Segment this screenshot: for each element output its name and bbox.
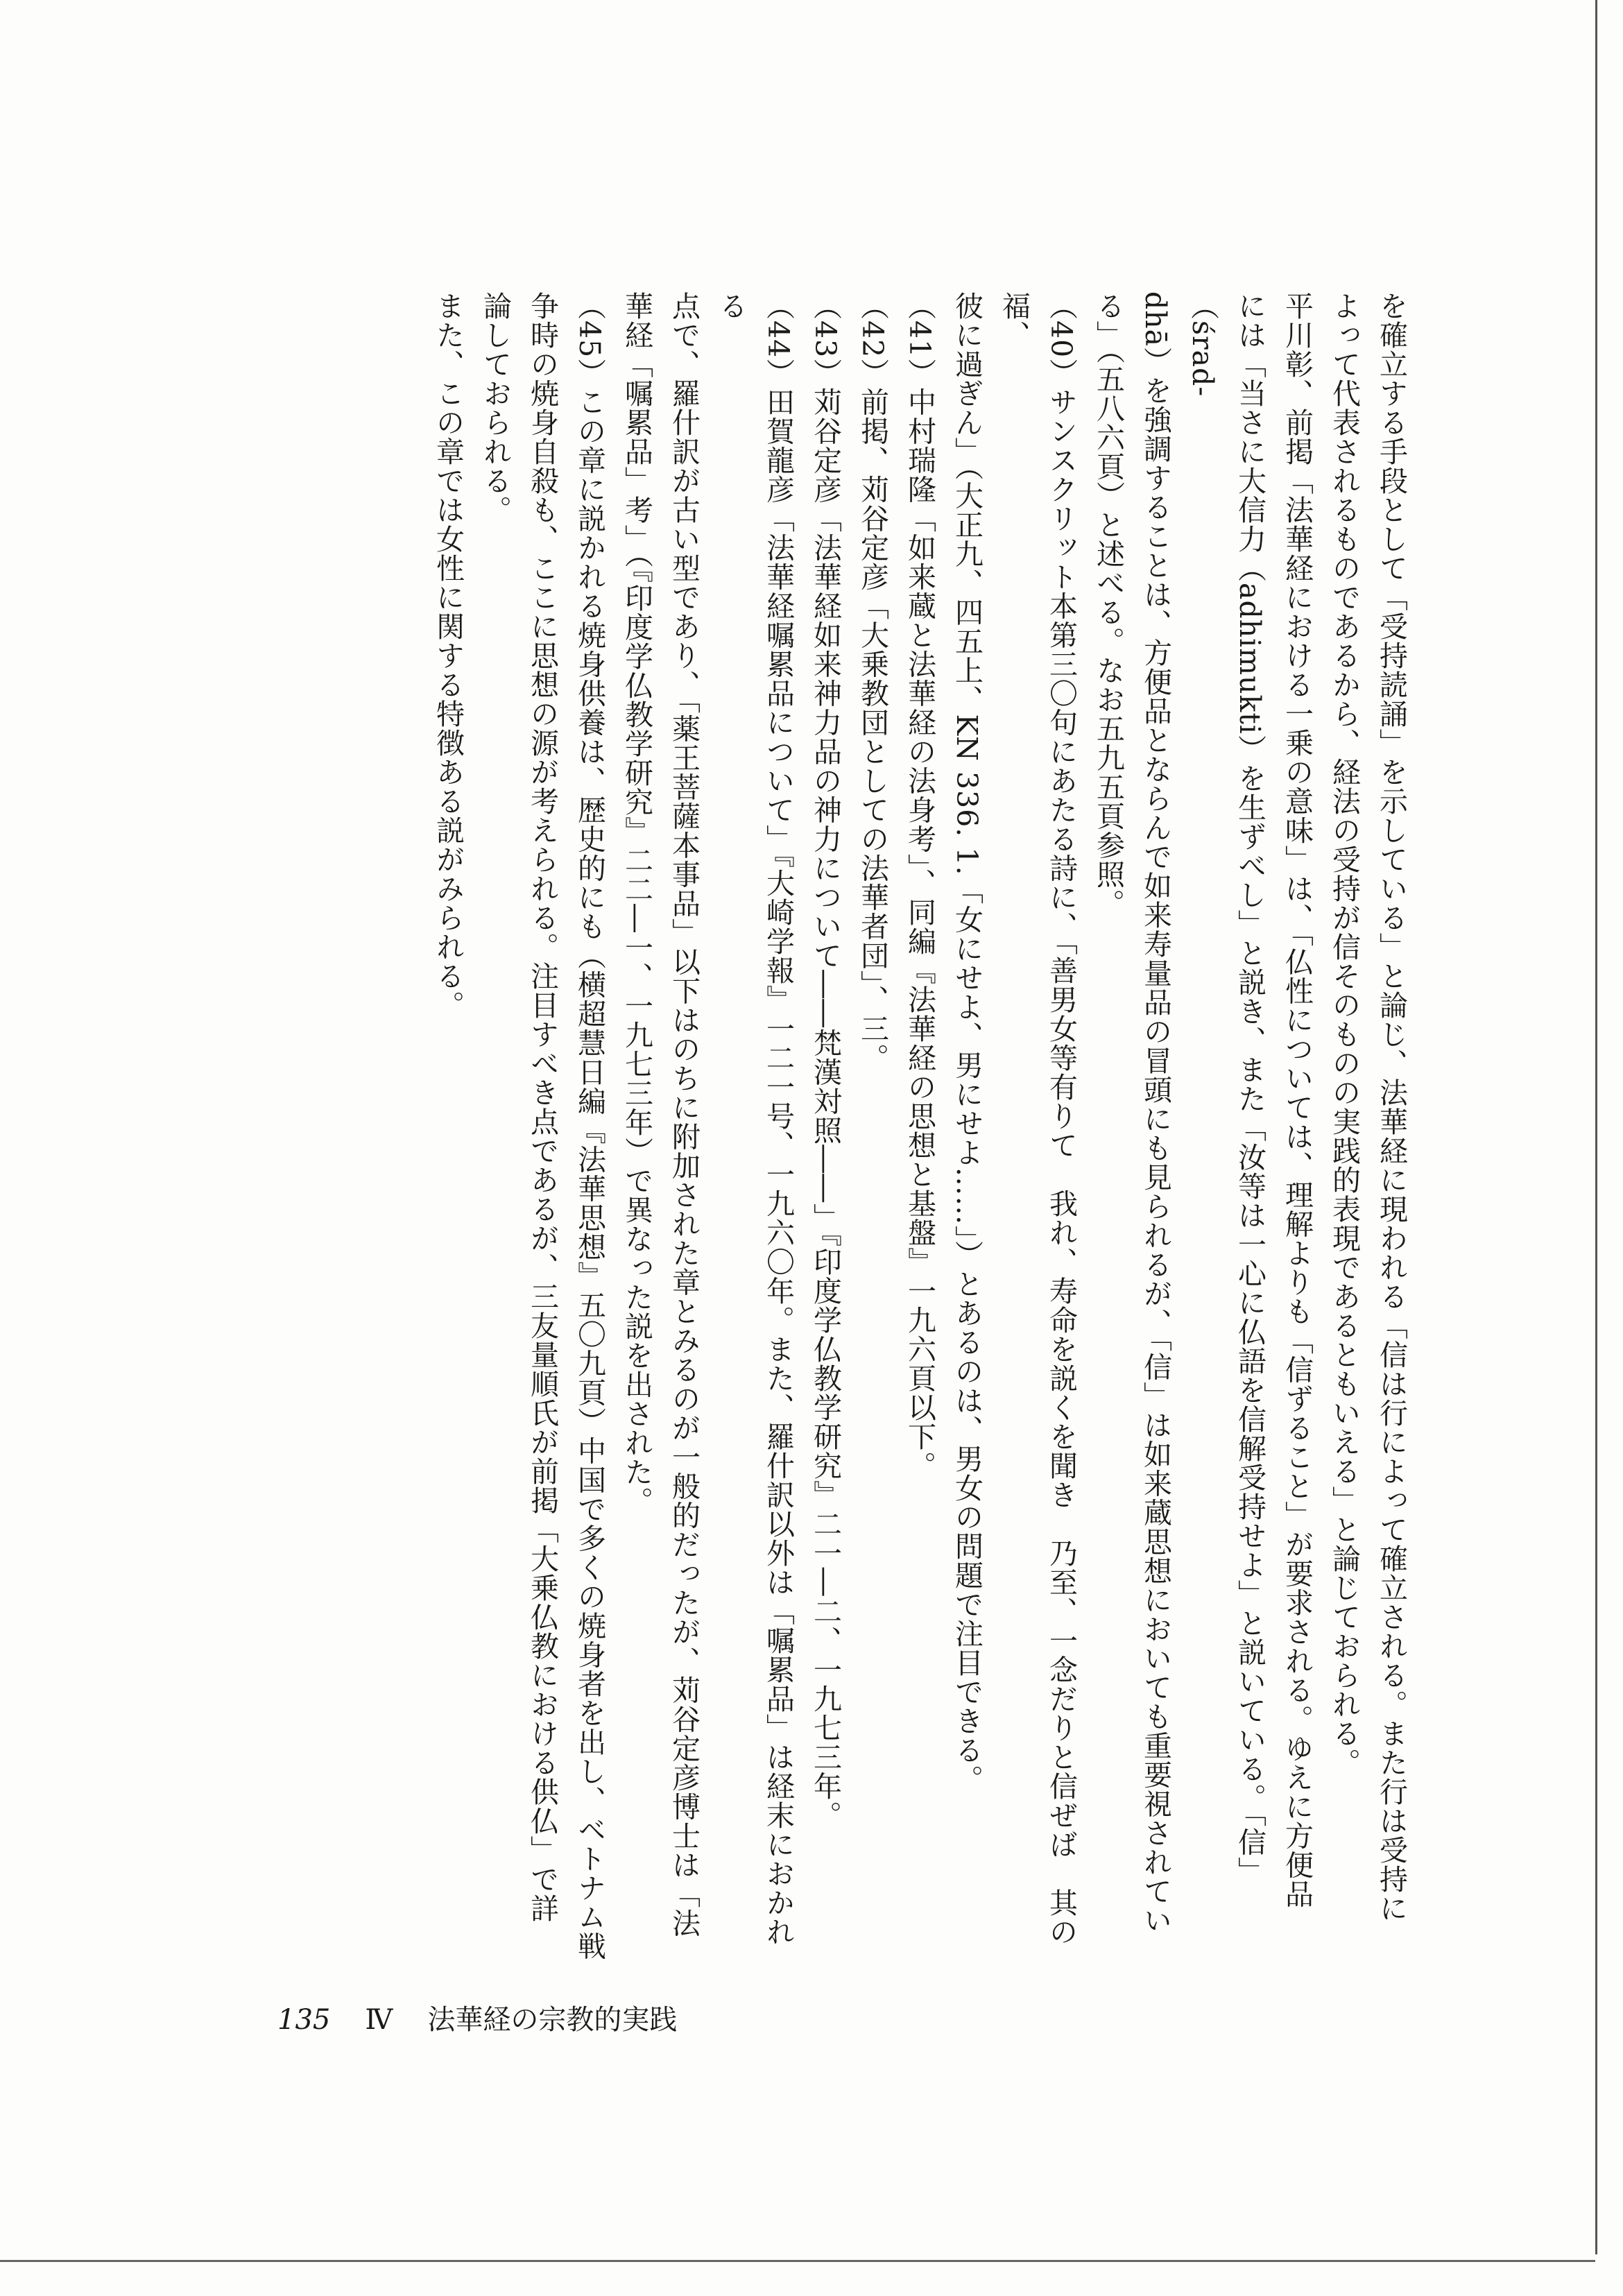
note-text: サンスクリット本第三〇句にあたる詩に、「善男女等有りて 我れ、寿命を説くを聞き 乃至、一念だりと信ぜば 其の福、 xyxy=(997,291,1078,1946)
note-number: （40） xyxy=(1045,291,1078,388)
body-line: 平川彰、前掲「法華経における一乗の意味」は、「仏性については、理解よりも「信ずること」が要求される。ゆえに方便品 xyxy=(1280,291,1314,1909)
body-line: よって代表されるものであるから、経法の受持が信そのものの実践的表現であるともいえる」と論じておられる。 xyxy=(1328,291,1361,1777)
page-edge-right xyxy=(1595,0,1597,2254)
note-text: 苅谷定彦「法華経如来神力品の神力について――梵漢対照――」『印度学仏教学研究』二一―二、一九七三年。 xyxy=(809,387,842,1830)
note-text: 田賀龍彦「法華経嘱累品について」『大崎学報』一二一号、一九六〇年。また、羅什訳以外は「嘱累品」は経末におかれる xyxy=(714,291,795,1946)
note-text: 中村瑞隆「如来蔵と法華経の法身考」、同編『法華経の思想と基盤』一九六頁以下。 xyxy=(903,387,936,1480)
chapter-title: 法華経の宗教的実践 xyxy=(427,2004,678,2036)
closing-line: また、この章では女性に関する特徴ある説がみられる。 xyxy=(431,291,465,1020)
page-number: 135 xyxy=(277,2004,331,2036)
note-number: （43） xyxy=(809,291,842,388)
page-footer xyxy=(277,1998,677,2037)
note-41 xyxy=(896,291,943,1970)
note-text: この章に説かれる焼身供養は、歴史的にも（横超慧日編『法華思想』五〇九頁）中国で多くの焼身者を出し、ベトナム戦 xyxy=(573,387,606,1961)
page-edge-bottom xyxy=(0,2260,1595,2262)
body-line: を確立する手段として「受持読誦」を示している」と論じ、法華経に現われる「信は行によって確立される。また行は受持に xyxy=(1375,291,1408,1923)
note-45 xyxy=(566,291,613,1970)
chapter-number: Ⅳ xyxy=(365,2004,393,2036)
note-number: （44） xyxy=(762,291,795,388)
note-number: （42） xyxy=(856,291,889,388)
note-43 xyxy=(802,291,849,1970)
note-44-cont: 点で、羅什訳が古い型であり、「薬王菩薩本事品」以下はのちに附加された章とみるのが一般的だったが、苅谷定彦博士は「法 xyxy=(667,291,701,1938)
body-line: る」（五八六頁）と述べる。なお五九五頁参照。 xyxy=(1092,291,1125,918)
note-number: （45） xyxy=(573,291,606,388)
note-45-cont: 争時の焼身自殺も、ここに思想の源が考えられる。注目すべき点であるが、三友量順氏が前掲「大乗仏教における供仏」で詳 xyxy=(526,291,559,1923)
note-40 xyxy=(990,291,1085,1970)
note-text: 前掲、苅谷定彦「大乗教団としての法華者団」、三。 xyxy=(856,387,889,1072)
note-44 xyxy=(707,291,802,1970)
vertical-text-body xyxy=(333,291,1415,1970)
note-42 xyxy=(849,291,896,1970)
note-number: （41） xyxy=(903,291,936,388)
note-45-cont: 論しておられる。 xyxy=(479,291,512,524)
note-44-cont: 華経「嘱累品」考」（『印度学仏教学研究』二二―一、一九七三年）で異なった説を出された。 xyxy=(620,291,653,1516)
body-line: には「当さに大信力（adhimukti）を生ずべし」と説き、また「汝等は一心に仏語を信解受持せよ」と説いている。「信」（śrad- xyxy=(1186,291,1266,1886)
body-line: dhā）を強調することは、方便品とならんで如来寿量品の冒頭にも見られるが、「信」は如来蔵思想においても重要視されてい xyxy=(1139,291,1172,1935)
note-40-cont: 彼に過ぎん」（大正九、四五上、KN 336. 1.「女にせよ、男にせよ……」）とあるのは、男女の問題で注目できる。 xyxy=(950,291,984,1794)
